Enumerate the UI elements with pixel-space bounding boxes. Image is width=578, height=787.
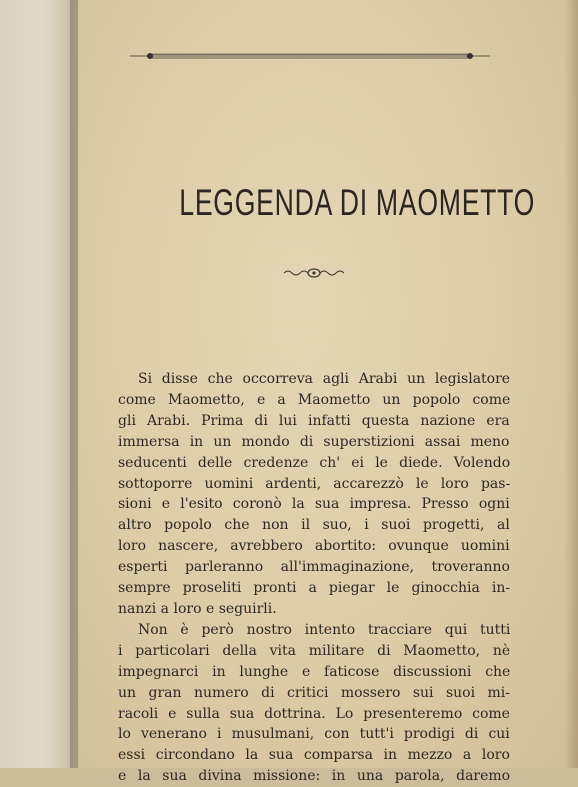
text-line: gli Arabi. Prima di lui infatti questa nazione era (118, 412, 510, 429)
text-line: impegnarci in lunghe e faticose discussioni che (118, 663, 511, 680)
text-line: immersa in un mondo di superstizioni assai meno (118, 433, 510, 450)
text-line: e la sua divina missione: in una parola, daremo (118, 768, 511, 785)
text-line: i particolari della vita militare di Maometto, nè (118, 642, 511, 659)
text-line: Si disse che occorreva agli Arabi un legislatore (138, 371, 511, 387)
text-line: sottoporre uomini ardenti, accarezzò le loro pas- (118, 475, 511, 492)
paragraph (118, 620, 510, 787)
text-line: nanzi a loro e seguirli. (118, 600, 277, 617)
chapter-title: LEGGENDA DI MAOMETTO (179, 182, 536, 223)
book-gutter (70, 0, 80, 768)
text-line: sempre proseliti pronti a piegar le ginocchia in- (118, 580, 511, 597)
body-text (118, 369, 510, 787)
text-line: essi circondano la sua comparsa in mezzo a loro (118, 747, 510, 764)
text-line: esperti parleranno all'immaginazione, troveranno (118, 559, 510, 576)
text-line: racoli e sulla sua dottrina. Lo presenteremo come (118, 705, 510, 722)
text-line: lo venerano i musulmani, con tutt'i prodigi di cui (118, 726, 510, 743)
paragraph (118, 369, 510, 620)
previous-page-edge (0, 0, 78, 768)
header-rule-ornament (130, 52, 490, 62)
text-line: seducenti delle credenze ch' ei le diede. Volendo (118, 454, 511, 471)
text-line: Non è però nostro intento tracciare qui tutti (138, 621, 511, 638)
text-line: come Maometto, e a Maometto un popolo come (118, 391, 511, 408)
text-line: altro popolo che non il suo, i suoi progetti, al (118, 517, 510, 534)
text-line: loro nascere, avrebbero abortito: ovunque uomini (118, 538, 510, 555)
title-ornament (282, 264, 346, 276)
text-line: sioni e l'esito coronò la sua impresa. Presso ogni (118, 496, 510, 513)
page-shadow-edge (564, 0, 578, 768)
text-line: un gran numero di critici mossero sui suoi mi- (118, 684, 510, 701)
